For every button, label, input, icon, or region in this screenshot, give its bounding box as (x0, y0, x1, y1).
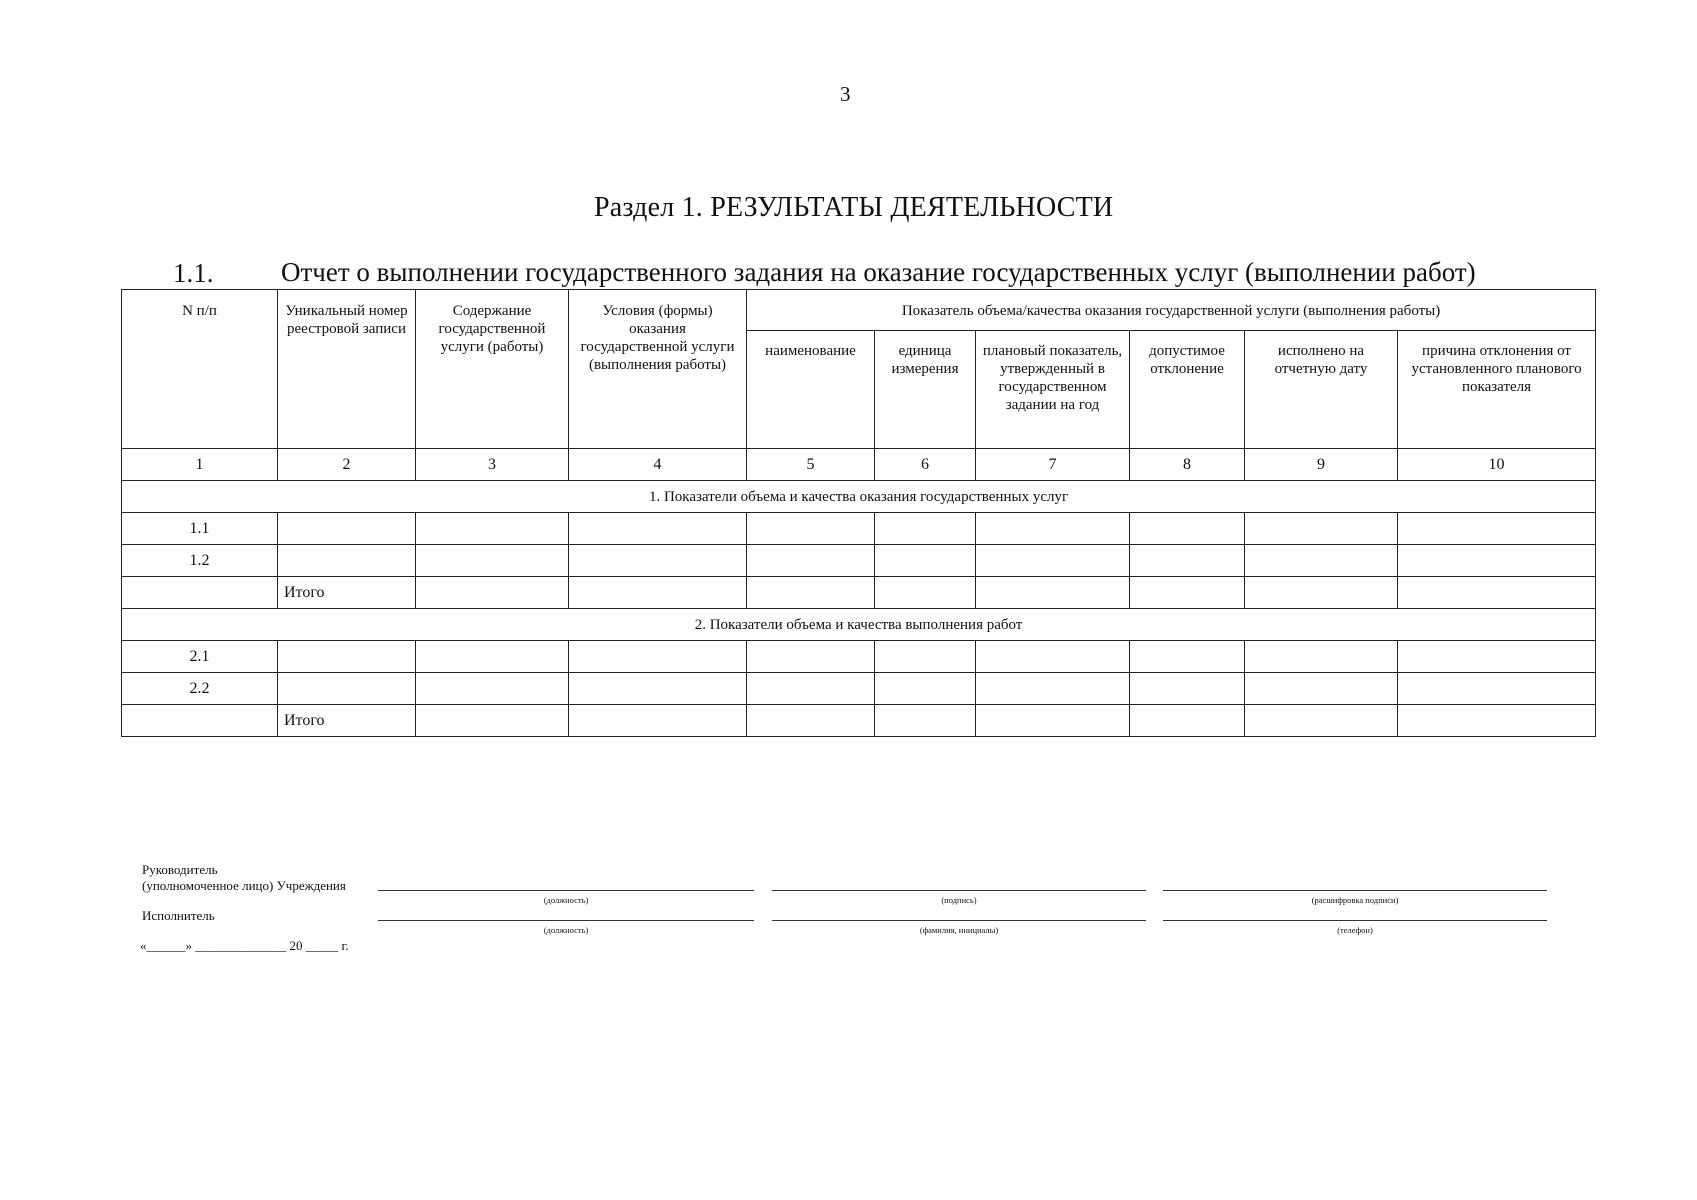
table-cell[interactable] (1398, 513, 1596, 545)
head-signature-decoding-line[interactable] (1163, 890, 1547, 891)
table-cell[interactable] (416, 705, 569, 737)
head-label-line2: (уполномоченное лицо) Учреждения (142, 878, 346, 893)
table-cell[interactable] (1130, 673, 1245, 705)
report-table (121, 289, 1596, 737)
table-cell[interactable] (1130, 513, 1245, 545)
header-indicator-group: Показатель объема/качества оказания государственной услуги (выполнения работы) (747, 290, 1596, 331)
table-cell[interactable] (875, 577, 976, 609)
header-unit: единица измерения (875, 331, 976, 449)
table-cell[interactable] (976, 641, 1130, 673)
caption-executor-phone: (телефон) (1337, 925, 1373, 935)
table-cell[interactable] (1245, 545, 1398, 577)
caption-executor-position: (должность) (543, 925, 589, 935)
column-number: 4 (569, 449, 747, 481)
column-numbers-row (122, 449, 1596, 481)
section1-title: 1. Показатели объема и качества оказания государственных услуг (122, 481, 1596, 513)
table-cell[interactable] (278, 673, 416, 705)
table-cell[interactable] (416, 673, 569, 705)
table-cell[interactable] (1130, 641, 1245, 673)
table-cell[interactable] (569, 641, 747, 673)
executor-position-line[interactable] (378, 920, 754, 921)
table-cell[interactable] (569, 673, 747, 705)
table-row (122, 641, 1596, 673)
header-service-content: Содержание государственной услуги (работы) (416, 290, 569, 449)
row-number: 2.1 (122, 641, 278, 673)
table-cell[interactable] (416, 513, 569, 545)
row-number: 1.2 (122, 545, 278, 577)
column-number: 2 (278, 449, 416, 481)
page-number: 3 (840, 82, 851, 106)
table-cell[interactable] (976, 673, 1130, 705)
header-registry-number: Уникальный номер реестровой записи (278, 290, 416, 449)
header-number: N п/п (122, 290, 278, 449)
table-cell[interactable] (1130, 577, 1245, 609)
table-cell[interactable] (976, 577, 1130, 609)
table-cell[interactable] (1245, 705, 1398, 737)
table-cell[interactable] (976, 545, 1130, 577)
table-cell[interactable] (875, 641, 976, 673)
table-cell[interactable] (1130, 705, 1245, 737)
table-cell[interactable] (1245, 641, 1398, 673)
table-cell[interactable] (747, 673, 875, 705)
executor-label: Исполнитель (142, 908, 215, 923)
subsection-title: Отчет о выполнении государственного задания на оказание государственных услуг (выполнении работ) (281, 257, 1476, 287)
table-cell[interactable] (747, 705, 875, 737)
section1-header-row (122, 481, 1596, 513)
executor-name-line[interactable] (772, 920, 1146, 921)
table-cell[interactable] (747, 545, 875, 577)
table-cell[interactable] (875, 673, 976, 705)
section-title: Раздел 1. РЕЗУЛЬТАТЫ ДЕЯТЕЛЬНОСТИ (594, 192, 1114, 223)
table-cell[interactable] (278, 545, 416, 577)
section2-title: 2. Показатели объема и качества выполнения работ (122, 609, 1596, 641)
column-number: 6 (875, 449, 976, 481)
total-label: Итого (278, 705, 416, 737)
executor-phone-line[interactable] (1163, 920, 1547, 921)
table-cell[interactable] (976, 705, 1130, 737)
header-executed: исполнено на отчетную дату (1245, 331, 1398, 449)
table-cell[interactable] (747, 641, 875, 673)
column-number: 5 (747, 449, 875, 481)
column-number: 8 (1130, 449, 1245, 481)
table-cell[interactable] (278, 641, 416, 673)
header-deviation-reason: причина отклонения от установленного планового показателя (1398, 331, 1596, 449)
table-cell[interactable] (1398, 577, 1596, 609)
total-label: Итого (278, 577, 416, 609)
table-cell[interactable] (976, 513, 1130, 545)
table-row (122, 513, 1596, 545)
caption-position: (должность) (543, 895, 589, 905)
table-cell[interactable] (1398, 545, 1596, 577)
table-row (122, 545, 1596, 577)
table-cell[interactable] (1130, 545, 1245, 577)
table-cell[interactable] (569, 545, 747, 577)
row-number: 1.1 (122, 513, 278, 545)
table-cell[interactable] (875, 705, 976, 737)
table-cell[interactable] (875, 513, 976, 545)
caption-executor-name: (фамилия, инициалы) (919, 925, 999, 935)
table-row (122, 673, 1596, 705)
caption-signature: (подпись) (941, 895, 977, 905)
subsection-number: 1.1. (173, 258, 214, 288)
table-cell[interactable] (875, 545, 976, 577)
table-cell[interactable] (278, 513, 416, 545)
row-number: 2.2 (122, 673, 278, 705)
table-cell[interactable] (569, 577, 747, 609)
header-service-conditions: Условия (формы) оказания государственной услуги (выполнения работы) (569, 290, 747, 449)
header-allowed-deviation: допустимое отклонение (1130, 331, 1245, 449)
table-cell[interactable] (569, 705, 747, 737)
header-row-top (122, 290, 1596, 331)
caption-signature-decoding: (расшифровка подписи) (1311, 895, 1399, 905)
head-signature-line[interactable] (772, 890, 1146, 891)
head-position-line[interactable] (378, 890, 754, 891)
table-cell[interactable] (569, 513, 747, 545)
table-cell[interactable] (747, 577, 875, 609)
column-number: 3 (416, 449, 569, 481)
header-planned-value: плановый показатель, утвержденный в государственном задании на год (976, 331, 1130, 449)
table-cell[interactable] (747, 513, 875, 545)
table-cell[interactable] (1245, 577, 1398, 609)
table-cell (122, 577, 278, 609)
table-cell (122, 705, 278, 737)
table-cell[interactable] (416, 577, 569, 609)
table-cell[interactable] (1398, 641, 1596, 673)
table-cell[interactable] (1245, 513, 1398, 545)
table-cell[interactable] (1398, 705, 1596, 737)
table-cell[interactable] (1245, 673, 1398, 705)
column-number: 9 (1245, 449, 1398, 481)
table-cell[interactable] (1398, 673, 1596, 705)
date-line[interactable]: «______» ______________ 20 _____ г. (140, 938, 349, 953)
section2-header-row (122, 609, 1596, 641)
head-label-line1: Руководитель (142, 862, 218, 877)
column-number: 1 (122, 449, 278, 481)
table-cell[interactable] (416, 641, 569, 673)
column-number: 10 (1398, 449, 1596, 481)
total-row (122, 577, 1596, 609)
table-cell[interactable] (416, 545, 569, 577)
header-indicator-name: наименование (747, 331, 875, 449)
column-number: 7 (976, 449, 1130, 481)
total-row (122, 705, 1596, 737)
